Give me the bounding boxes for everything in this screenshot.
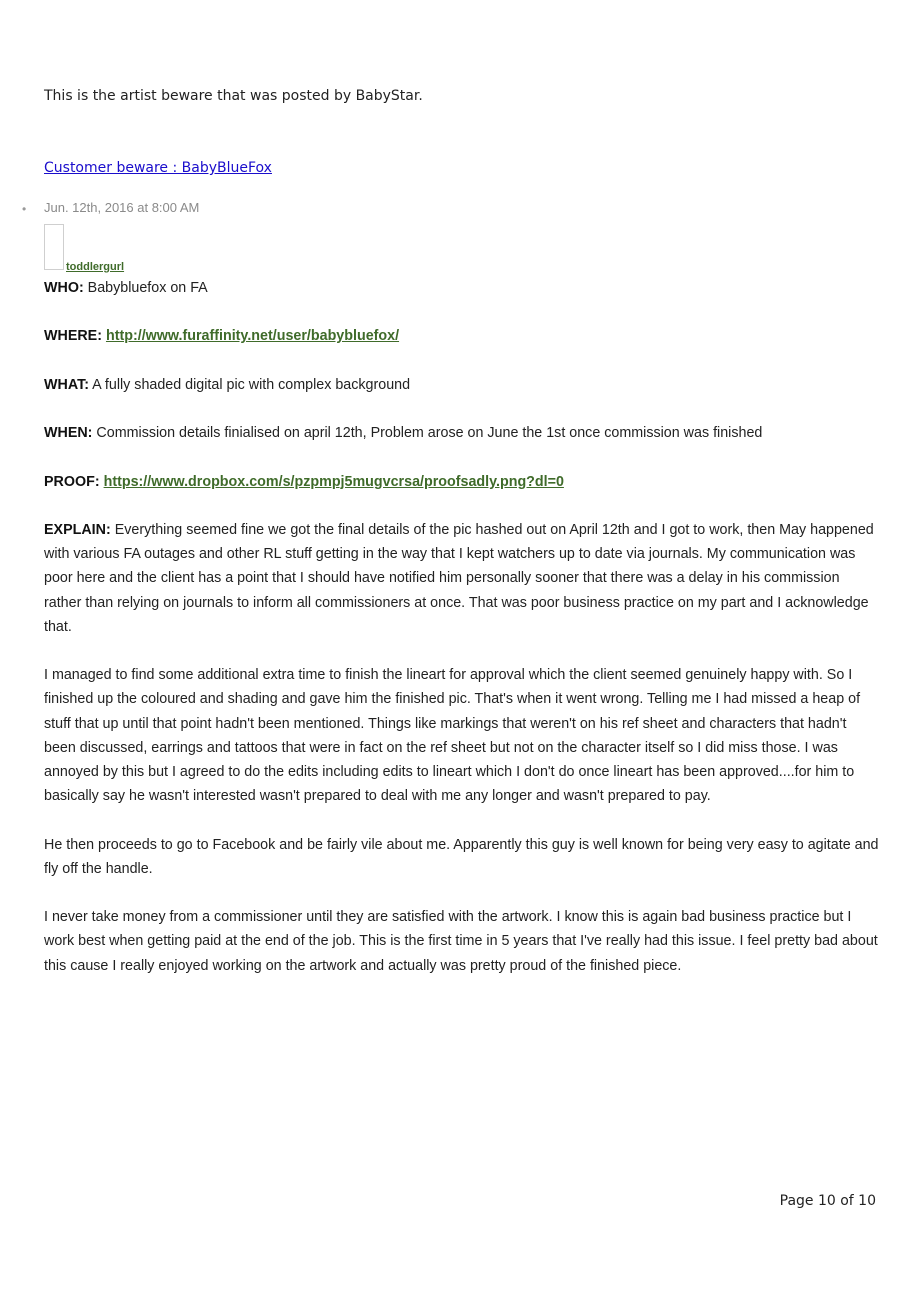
explain-value: Everything seemed fine we got the final details of the pic hashed out on April 12th and I got to work, then May happened with various FA outages and other RL stuff getting in the way that I kept watchers up to date via journals. My communication was poor here and the client has a point that I should have notified him personally sooner that there was a delay in his commission rather than relying on journals to inform all commissioners at once. That was poor business practice on my part and I acknowledge that. (44, 521, 874, 635)
where-link[interactable]: http://www.furaffinity.net/user/babybluefox/ (105, 328, 400, 345)
customer-beware-link[interactable]: Customer beware : BabyBlueFox (44, 160, 272, 176)
post-date: Jun. 12th, 2016 at 8:00 AM (44, 200, 200, 215)
list-bullet: • (22, 202, 27, 216)
when-line (44, 421, 880, 445)
body-paragraph-3: I never take money from a commissioner until they are satisfied with the artwork. I know this is again bad business practice but I work best when getting paid at the end of the job. This is the first time in 5 years that I've really had this issue. I feel pretty bad about this cause I really enjoyed working on the artwork and actually was pretty proud of the finished piece. (44, 909, 878, 974)
what-label: WHAT: (44, 376, 89, 393)
body-paragraph-2: He then proceeds to go to Facebook and be fairly vile about me. Apparently this guy is well known for being very easy to agitate and fly off the handle. (44, 836, 879, 877)
avatar[interactable] (44, 224, 64, 270)
when-value: Commission details finialised on april 12th, Problem arose on June the 1st once commission was finished (92, 425, 763, 442)
username-link[interactable]: toddlergurl (66, 261, 125, 273)
explain-label: EXPLAIN: (44, 521, 111, 538)
who-line (44, 276, 880, 300)
where-line (44, 324, 880, 348)
explain-paragraph (44, 518, 880, 639)
what-line (44, 373, 880, 397)
page-number: Page 10 of 10 (779, 1193, 876, 1209)
proof-label: PROOF: (44, 473, 100, 490)
post-body (44, 276, 880, 1002)
body-paragraph-1: I managed to find some additional extra time to finish the lineart for approval which the client seemed genuinely happy with. So I finished up the coloured and shading and gave him the finished pic. That's when it went wrong. Telling me I had missed a heap of stuff that up until that point hadn't been mentioned. Things like markings that weren't on his ref sheet and characters that hadn't been discussed, earrings and tattoos that were in fact on the ref sheet but not on the character itself so I did miss those. I was annoyed by this but I agreed to do the edits including edits to lineart which I don't do once lineart has been approved....for him to basically say he wasn't interested wasn't prepared to deal with me any longer and wasn't prepared to pay. (44, 667, 861, 805)
what-value: A fully shaded digital pic with complex background (89, 376, 411, 393)
where-label: WHERE: (44, 328, 102, 345)
when-label: WHEN: (44, 425, 93, 442)
intro-text: This is the artist beware that was posted by BabyStar. (44, 88, 423, 104)
who-value: Babybluefox on FA (83, 280, 208, 296)
proof-line (44, 470, 880, 494)
who-label: WHO: (44, 280, 84, 296)
proof-link[interactable]: https://www.dropbox.com/s/pzpmpj5mugvcrsa/proofsadly.png?dl=0 (103, 473, 564, 490)
